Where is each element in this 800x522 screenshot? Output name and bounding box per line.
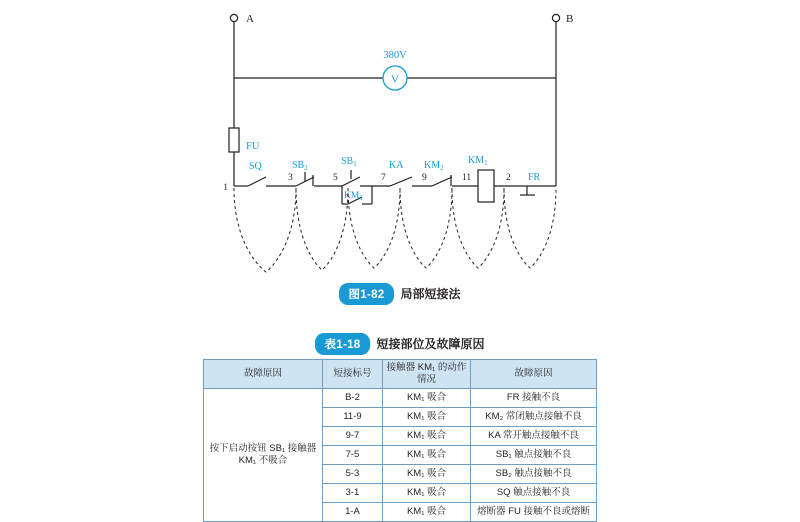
terminal-a-node	[230, 14, 237, 21]
cell-action: KM₁ 吸合	[382, 483, 470, 502]
voltmeter-letter: V	[391, 73, 399, 86]
cell-action: KM₁ 吸合	[382, 388, 470, 407]
node-number-3: 3	[288, 173, 293, 183]
table-title: 短接部位及故障原因	[376, 337, 485, 352]
terminal-a-label: A	[246, 13, 254, 25]
node-number-7: 7	[381, 173, 386, 183]
cell-reason: SQ 触点接触不良	[471, 483, 597, 502]
header-reason: 故障原因	[471, 360, 597, 389]
km1-aux-label: $KM_1$	[344, 191, 363, 202]
cell-code: 3-1	[322, 483, 382, 502]
table-head	[204, 360, 597, 389]
sb1-label: $SB_1$	[341, 156, 357, 168]
node-number-9: 9	[422, 173, 427, 183]
table-caption	[0, 333, 800, 355]
cell-reason: SB₁ 触点接触不良	[471, 445, 597, 464]
km2-label: $KM_2$	[424, 160, 444, 172]
cell-action: KM₁ 吸合	[382, 407, 470, 426]
fuse-label: FU	[246, 141, 260, 152]
ka-blade	[390, 177, 412, 186]
cell-code: 5-3	[322, 464, 382, 483]
ka-label: KA	[389, 160, 404, 171]
cell-action: KM₁ 吸合	[382, 426, 470, 445]
table-badge: 表1-18	[315, 333, 369, 355]
terminal-b-node	[552, 14, 559, 21]
short-loop-7-9	[400, 188, 452, 268]
km1-coil-symbol	[478, 170, 494, 202]
table-header-row	[204, 360, 597, 389]
terminal-b-label: B	[566, 13, 574, 25]
cell-code: 7-5	[322, 445, 382, 464]
cell-code: 11-9	[322, 407, 382, 426]
cell-action: KM₁ 吸合	[382, 502, 470, 521]
figure-badge: 图1-82	[339, 283, 393, 305]
short-loop-3-5	[296, 188, 348, 270]
cell-reason: KA 常开触点接触不良	[471, 426, 597, 445]
cell-code: B-2	[322, 388, 382, 407]
header-cause: 故障原因	[204, 360, 323, 389]
node-number-2: 2	[506, 173, 511, 183]
short-loop-11-2	[504, 188, 556, 268]
short-loop-1-3	[234, 188, 296, 272]
node-number-1: 1	[223, 183, 228, 193]
sq-contact-blade	[248, 177, 266, 186]
figure-caption	[0, 283, 800, 305]
cell-code: 1-A	[322, 502, 382, 521]
header-code: 短接标号	[322, 360, 382, 389]
cell-reason: FR 接触不良	[471, 388, 597, 407]
sq-label: SQ	[249, 161, 262, 172]
voltage-label: 380V	[383, 50, 407, 61]
cell-reason: KM₂ 常闭触点接触不良	[471, 407, 597, 426]
figure-title: 局部短接法	[400, 287, 461, 302]
cause-merged-cell: 按下启动按钮 SB₁ 接触器 KM₁ 不吸合	[204, 388, 323, 521]
km1-coil-label: $KM_1$	[468, 155, 488, 167]
cell-reason: SB₂ 触点接触不良	[471, 464, 597, 483]
km2-blade	[432, 177, 452, 186]
table-body	[204, 388, 597, 521]
cell-action: KM₁ 吸合	[382, 464, 470, 483]
fr-label: FR	[528, 172, 541, 183]
table-row	[204, 388, 597, 407]
fuse-symbol	[229, 128, 239, 152]
header-action: 接触器 KM₁ 的动作情况	[382, 360, 470, 389]
node-number-11: 11	[462, 173, 472, 183]
cell-reason: 熔断器 FU 接触不良或熔断	[471, 502, 597, 521]
node-number-5: 5	[333, 173, 338, 183]
cell-action: KM₁ 吸合	[382, 445, 470, 464]
sb2-label: $SB_2$	[292, 160, 308, 172]
fault-table	[203, 359, 597, 522]
cell-code: 9-7	[322, 426, 382, 445]
